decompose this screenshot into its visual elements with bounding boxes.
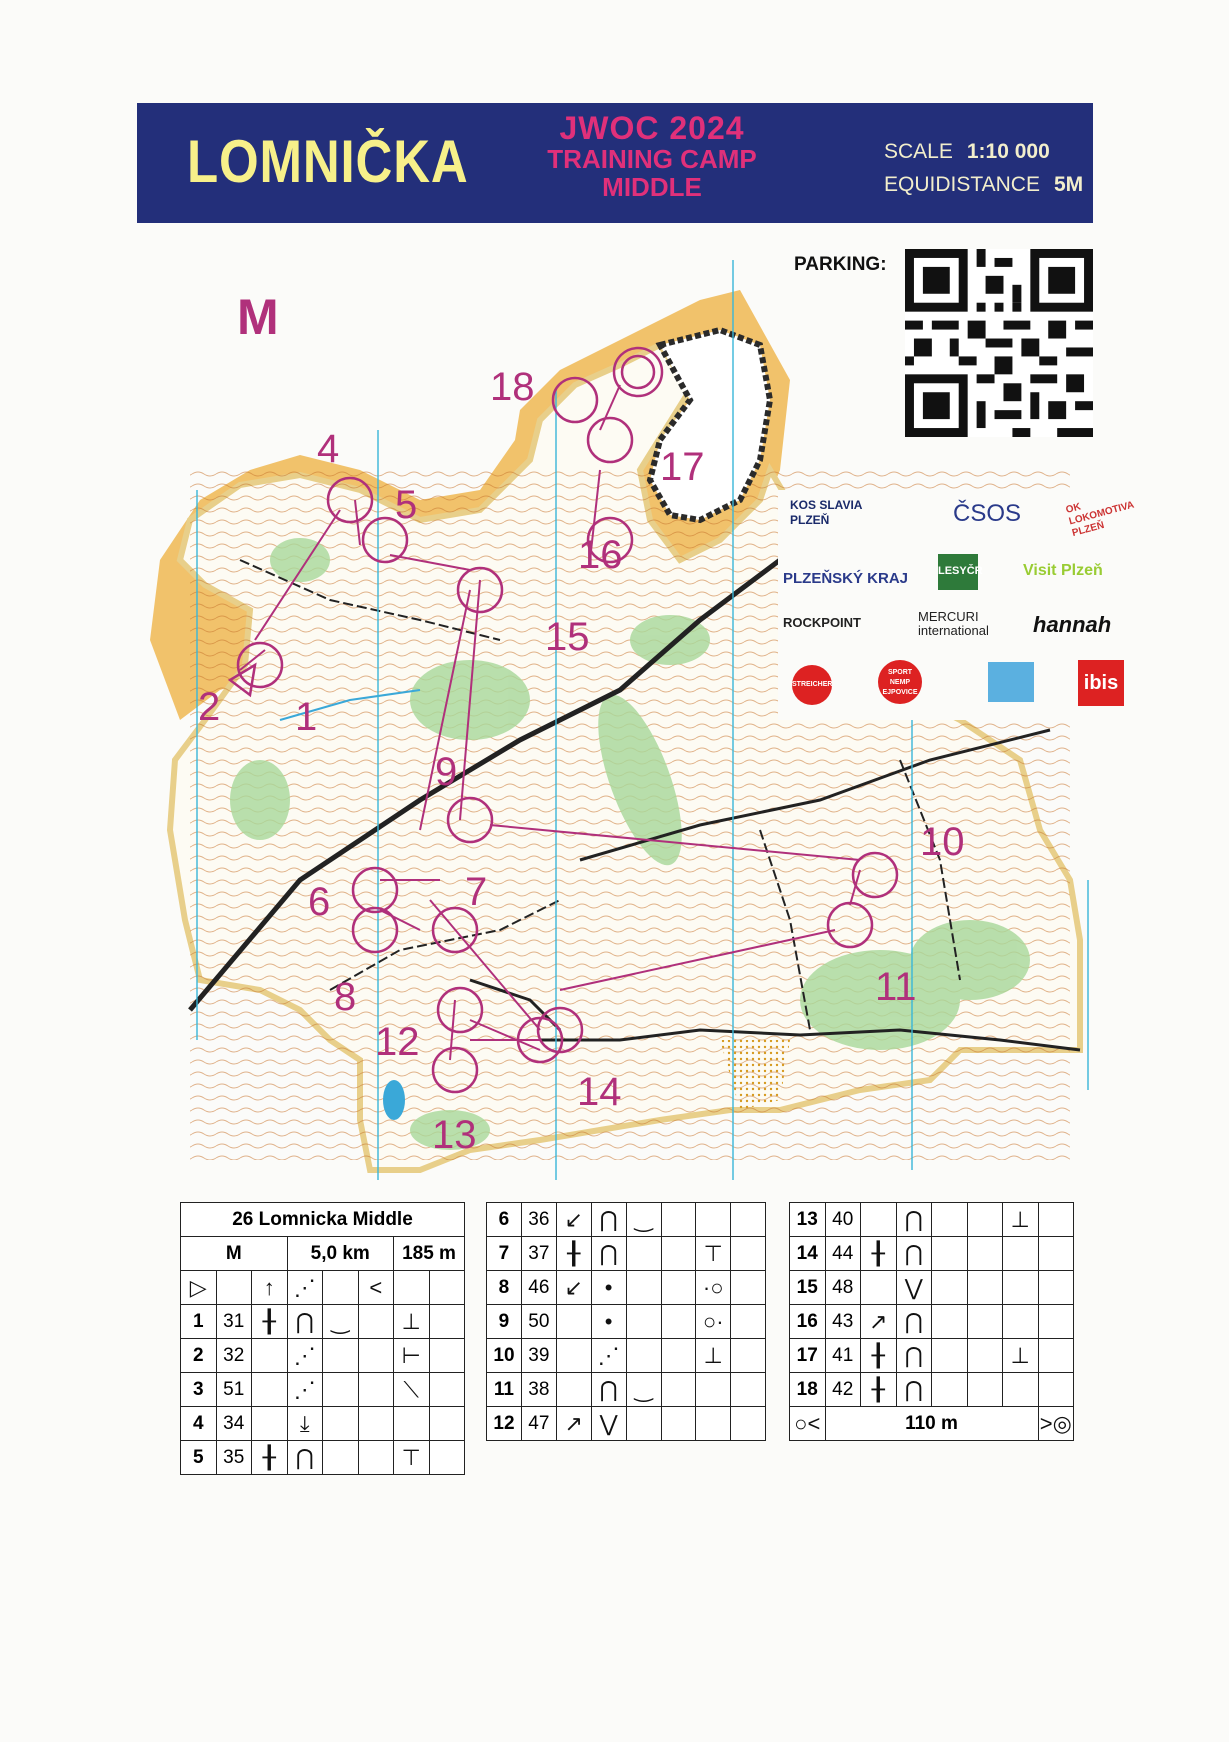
table-row: 3 51 ⋰ ⟍ <box>181 1373 465 1407</box>
shallow-depression-icon: ‿ <box>626 1203 661 1237</box>
finish-icon: >◎ <box>1038 1407 1074 1441</box>
between-icon: ╂ <box>861 1339 897 1373</box>
sponsor-sport-nemp: SPORT NEMP EJPOVICE <box>878 660 922 704</box>
table-row: 14 44 ╂ ⋂ <box>790 1237 1074 1271</box>
control-number-10: 10 <box>920 820 965 864</box>
control-number-4: 4 <box>317 427 340 471</box>
foot-icon: ⊥ <box>1003 1339 1039 1373</box>
pond <box>383 1080 405 1120</box>
northeast-arrow-icon: ↗ <box>861 1305 897 1339</box>
reentrant-icon: ⋁ <box>591 1407 626 1441</box>
boulder-field-icon: ⋰ <box>591 1339 626 1373</box>
table-row: 11 38 ⋂ ‿ <box>487 1373 766 1407</box>
bend-symbol-icon: < <box>358 1271 394 1305</box>
top-icon: ⊤ <box>696 1237 731 1271</box>
parking-label: PARKING: <box>794 254 887 275</box>
sponsor-csos: ČSOS <box>953 500 1022 527</box>
between-icon: ╂ <box>861 1237 897 1271</box>
knoll-icon: ⋂ <box>896 1203 932 1237</box>
control-number-17: 17 <box>660 445 705 489</box>
knoll-icon: ⋂ <box>591 1237 626 1271</box>
sponsor-hannah: hannah <box>1033 612 1112 637</box>
equidistance-value: 5M <box>1053 173 1084 196</box>
start-symbol-icon: ▷ <box>181 1271 217 1305</box>
table-row: 7 37 ╂ ⋂ ⊤ <box>487 1237 766 1271</box>
part-icon: ⊢ <box>394 1339 430 1373</box>
finish-distance: 110 m <box>825 1407 1038 1441</box>
sponsor-kos-slavia: KOS SLAVIA PLZEŇ <box>790 498 863 527</box>
north-arrow-icon: ↑ <box>252 1271 288 1305</box>
control-number-15: 15 <box>545 615 590 659</box>
knoll-icon: ⋂ <box>287 1441 323 1475</box>
control-number-16: 16 <box>578 533 623 577</box>
knoll-icon: ⋂ <box>896 1373 932 1407</box>
control-number-13: 13 <box>432 1113 477 1157</box>
boulder-icon: • <box>591 1271 626 1305</box>
course-class: M <box>181 1237 288 1271</box>
control-number-6: 6 <box>308 880 331 924</box>
table-row: 4 34 ⤓ <box>181 1407 465 1441</box>
table-row: 8 46 ↙ • ·○ <box>487 1271 766 1305</box>
control-number-11: 11 <box>875 965 917 1009</box>
control-description-table-2 <box>486 1202 766 1441</box>
camp-label: TRAINING CAMP <box>547 144 757 174</box>
control-number-2: 2 <box>198 685 221 729</box>
north-east-side-icon: ○· <box>696 1305 731 1339</box>
knoll-icon: ⋂ <box>896 1339 932 1373</box>
control-number-7: 7 <box>465 870 488 914</box>
control-number-9: 9 <box>435 750 458 794</box>
sponsor-streicher: STREICHER <box>792 665 832 705</box>
knoll-icon: ⋂ <box>896 1237 932 1271</box>
boulder-field-icon: ⋰ <box>287 1339 323 1373</box>
control-description-table-1 <box>180 1202 465 1475</box>
table-row: 16 43 ↗ ⋂ <box>790 1305 1074 1339</box>
boulder-icon: • <box>591 1305 626 1339</box>
sponsor-lokomotiva: OK LOKOMOTIVA PLZEŇ <box>1064 499 1136 540</box>
table-row: 17 41 ╂ ⋂ ⊥ <box>790 1339 1074 1373</box>
between-icon: ╂ <box>861 1373 897 1407</box>
shallow-depression-icon: ‿ <box>626 1373 661 1407</box>
table-row: 13 40 ⋂ ⊥ <box>790 1203 1074 1237</box>
control-number-18: 18 <box>490 365 535 409</box>
sponsor-blue-flag-icon <box>988 662 1034 702</box>
knoll-icon: ⋂ <box>591 1373 626 1407</box>
sponsor-ibis: ibis <box>1078 660 1124 706</box>
control-number-5: 5 <box>395 483 418 527</box>
control-description-table-3 <box>789 1202 1074 1441</box>
scale-label: SCALE <box>884 140 953 163</box>
sponsor-mercuri: MERCURI international <box>918 609 989 638</box>
boulder-field-icon: ⋰ <box>287 1373 323 1407</box>
between-icon: ╂ <box>252 1305 288 1339</box>
control-number-8: 8 <box>334 975 357 1019</box>
course-length: 5,0 km <box>287 1237 394 1271</box>
knoll-icon: ⋂ <box>287 1305 323 1339</box>
scale-value: 1:10 000 <box>966 140 1050 163</box>
map-title: LOMNIČKA <box>187 128 469 195</box>
northeast-arrow-icon: ↗ <box>556 1407 591 1441</box>
top-icon: ⊤ <box>394 1441 430 1475</box>
control-number-12: 12 <box>375 1020 420 1064</box>
finish-route-icon: ○< <box>790 1407 826 1441</box>
foot-icon: ⊥ <box>1003 1203 1039 1237</box>
knoll-icon: ⋂ <box>591 1203 626 1237</box>
between-icon: ╂ <box>556 1237 591 1271</box>
sponsor-lesy-cr: LESYČR <box>938 554 978 590</box>
table-row: 12 47 ↗ ⋁ <box>487 1407 766 1441</box>
shallow-depression-icon: ‿ <box>323 1305 359 1339</box>
between-icon: ╂ <box>252 1441 288 1475</box>
table-row: 15 48 ⋁ <box>790 1271 1074 1305</box>
course-class-label: M <box>237 289 279 345</box>
table-row: 10 39 ⋰ ⊥ <box>487 1339 766 1373</box>
sponsor-logos <box>778 490 1158 720</box>
control-number-1: 1 <box>295 695 318 739</box>
southwest-arrow-icon: ↙ <box>556 1203 591 1237</box>
foot-icon: ⊥ <box>696 1339 731 1373</box>
foot-icon: ⊥ <box>394 1305 430 1339</box>
sponsor-rockpoint: ROCKPOINT <box>783 615 861 630</box>
table-row: 2 32 ⋰ ⊢ <box>181 1339 465 1373</box>
sponsor-visit-plzen: Visit Plzeň <box>1023 562 1103 579</box>
table-row: 9 50 • ○· <box>487 1305 766 1339</box>
path-symbol-icon: ⋰ <box>287 1271 323 1305</box>
southwest-arrow-icon: ↙ <box>556 1271 591 1305</box>
course-climb: 185 m <box>394 1237 465 1271</box>
discipline-label: MIDDLE <box>602 172 702 202</box>
sponsor-plzensky-kraj: PLZEŇSKÝ KRAJ <box>783 570 909 587</box>
reentrant-icon: ⤓ <box>287 1407 323 1441</box>
course-title: 26 Lomnicka Middle <box>181 1203 465 1237</box>
event-name: JWOC 2024 <box>559 110 745 146</box>
west-side-icon: ·○ <box>696 1271 731 1305</box>
control-number-14: 14 <box>577 1070 622 1114</box>
table-row: 18 42 ╂ ⋂ <box>790 1373 1074 1407</box>
knoll-icon: ⋂ <box>896 1305 932 1339</box>
table-row: 1 31 ╂ ⋂ ‿ ⊥ <box>181 1305 465 1339</box>
equidistance-label: EQUIDISTANCE <box>884 173 1040 196</box>
reentrant-icon: ⋁ <box>896 1271 932 1305</box>
corner-icon: ⟍ <box>394 1373 430 1407</box>
table-row: 5 35 ╂ ⋂ ⊤ <box>181 1441 465 1475</box>
table-row: 6 36 ↙ ⋂ ‿ <box>487 1203 766 1237</box>
